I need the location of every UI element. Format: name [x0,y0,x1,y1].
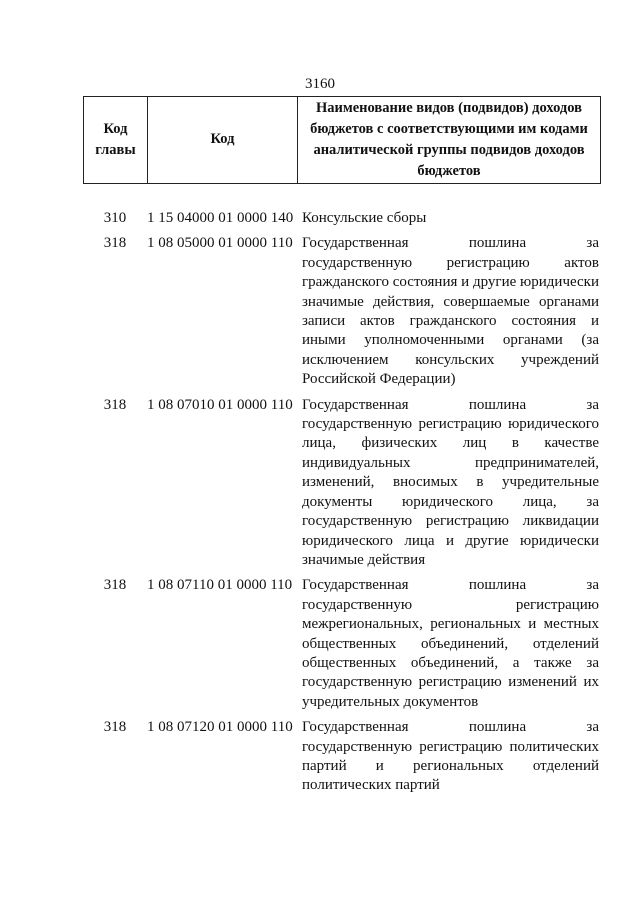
header-code: Код [148,97,298,183]
revenue-name: Государственная пошлина за государственную регистрацию политических партий и региональных отделений политических партий [302,719,599,794]
revenue-code: 1 08 07120 01 0000 110 [147,719,293,736]
revenue-name: Государственная пошлина за государственную регистрацию актов гражданского состояния и другие юридически значимые действия, совершаемые органами записи актов гражданского состояния и иными уполномоченными органами (за исключением консульских учреждений Российской Федерации) [302,235,599,388]
revenue-name: Государственная пошлина за государственную регистрацию юридического лица, физических лиц в качестве индивидуальных предпринимателей, изменений, вносимых в учредительные документы юридического лица, за государственную регистрацию ликвидации юридического лица и другие юридически значимые действия [302,396,599,568]
table-row [83,396,603,571]
chapter-code: 318 [103,577,127,594]
chapter-code: 318 [103,235,127,252]
header-chapter-code: Код главы [84,97,148,183]
revenue-code: 1 08 07010 01 0000 110 [147,396,293,413]
revenue-code: 1 08 05000 01 0000 110 [147,235,293,252]
revenue-code: 1 15 04000 01 0000 140 [147,210,294,226]
chapter-code: 318 [103,396,127,413]
revenue-code: 1 08 07110 01 0000 110 [147,577,293,594]
revenue-name: Государственная пошлина за государственную регистрацию межрегиональных, региональных и местных общественных объединений, отделений общественных объединений, а также за государственную регистрацию изменений их учредительных документов [302,577,599,710]
table-row [83,234,603,389]
revenue-codes-table [83,209,603,802]
chapter-code: 318 [103,719,127,736]
chapter-code: 310 [103,210,127,226]
table-row [83,209,603,228]
page-number: 3160 [305,76,335,92]
table-header [83,96,601,184]
table-row [83,718,603,796]
revenue-name: Консульские сборы [302,210,427,226]
header-revenue-name: Наименование видов (подвидов) доходов бюджетов с соответствующими им кодами аналитической группы подвидов доходов бюджетов [310,99,588,180]
table-row [83,576,603,712]
